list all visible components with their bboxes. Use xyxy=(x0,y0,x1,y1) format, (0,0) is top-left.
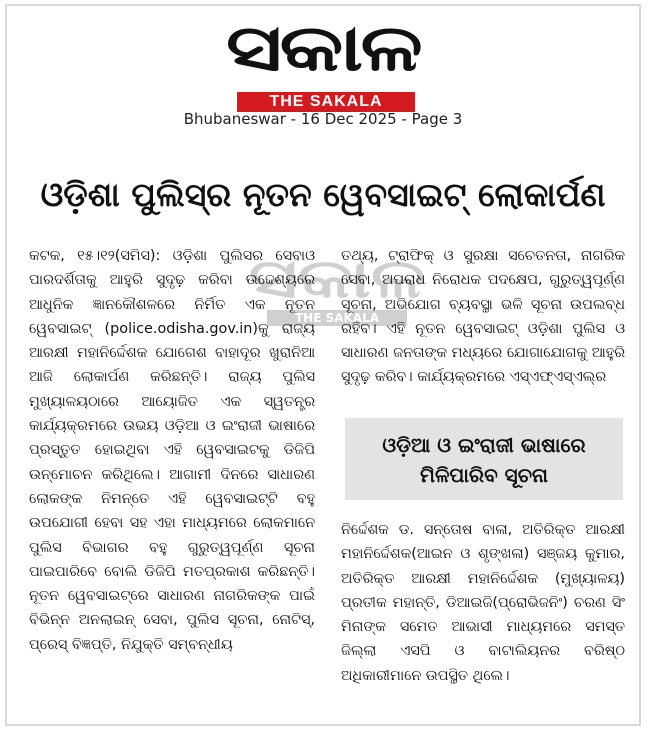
watermark-subtitle: THE SAKALA xyxy=(267,310,407,326)
article-headline: ଓଡ଼ିଶା ପୁଲିସ୍‌ର ନୂତନ ୱେବସାଇଟ୍ ଲୋକାର୍ପଣ xyxy=(40,175,606,214)
article-subheading xyxy=(345,418,623,500)
subheading-line-2: ମିଳିପାରିବ ସୂଚନା xyxy=(419,463,549,487)
article-body-right-column-bottom: ନିର୍ଦ୍ଦେଶକ ଡ. ସନ୍ତୋଷ ବାଳା, ଅତିରିକ୍ତ ଆରକ୍ଷୀ ମହାନିର୍ଦ୍ଦେଶକ(ଆଇନ ଓ ଶୃଙ୍ଖଳା) ସଞ୍ଜୟ କୁମାର, ଅତିରିକ୍ତ ଆରକ୍ଷୀ ମହାନିର୍ଦ୍ଦେଶକ (ମୁଖ୍ୟାଳୟ) ପ୍ରତୀକ ମହାନ୍ତି, ଡିଆଇଜି(ପ୍ରୋଭିଜନିଂ) ଚରଣ ସିଂ ମିନାଙ୍କ ସମେତ ଆଭାସୀ ମାଧ୍ୟମରେ ସମସ୍ତ ଜିଲ୍ଲା ଏସପି ଓ ବାଟାଲିୟନର ବରିଷ୍ଠ ଅଧିକାରୀମାନେ ଉପସ୍ଥିତ ଥିଲେ। xyxy=(341,522,625,684)
watermark-word: ସକାଳ xyxy=(248,247,426,310)
article-body-right-column-top: ତଥ୍ୟ, ଟ୍ରାଫିକ୍ ଓ ସୁରକ୍ଷା ସଚେତନତା, ନାଗରିକ ସେବା, ଅପରାଧ ନିରୋଧକ ପଦକ୍ଷେପ, ଗୁରୁତ୍ୱପୂର୍ଣ୍ଣ ସୂଚନା, ଅଭିଯୋଗ ବ୍ୟବସ୍ଥା ଭଳି ସୂଚନା ଉପଲବ୍ଧ ରହିବ। ଏହି ନୂତନ ୱେବସାଇଟ୍ ଓଡ଼ିଶା ପୁଲିସ ଓ ସାଧାରଣ ଜନତାଙ୍କ ମଧ୍ୟରେ ଯୋଗାଯୋଗକୁ ଆହୁରି ସୁଦୃଢ଼ କରିବ। କାର୍ଯ୍ୟକ୍ରମରେ ଏସ୍‌ଏଫ୍‌ଏସ୍‌ଏଲ୍‌ର xyxy=(341,248,625,386)
newspaper-clipping xyxy=(5,4,641,726)
logo-subtitle: THE SAKALA xyxy=(237,92,415,112)
subheading-line-1: ଓଡ଼ିଆ ଓ ଇଂରାଜୀ ଭାଷାରେ xyxy=(382,433,586,457)
masthead xyxy=(7,6,639,128)
sakala-logo xyxy=(173,10,473,110)
article-body-left-column: କଟକ, ୧୫।୧୨(ସମିସ): ଓଡ଼ିଶା ପୁଲିସର ସେବାଓ ପାରଦର୍ଶିତାକୁ ଆହୁରି ସୁଦୃଢ଼ କରିବା ଉଦ୍ଦେଶ୍ୟରେ ଆଧୁନିକ ଜ୍ଞାନକୌଶଳରେ ନିର୍ମିତ ଏକ ନୂତନ ୱେବସାଇଟ୍ (police.odisha.gov.in)କୁ ରାଜ୍ୟ ଆରକ୍ଷୀ ମହାନିର୍ଦ୍ଦେଶକ ଯୋଗେଶ ବାହାଦୂର ଖୁରାନିଆ ଆଜି ଲୋକାର୍ପଣ କରିଛନ୍ତି। ରାଜ୍ୟ ପୁଲିସ ମୁଖ୍ୟାଳୟଠାରେ ଆୟୋଜିତ ଏକ ସ୍ୱତନ୍ତ୍ର କାର୍ଯ୍ୟକ୍ରମରେ ଉଭୟ ଓଡ଼ିଆ ଓ ଇଂରାଜୀ ଭାଷାରେ ପ୍ରସ୍ତୁତ ହୋଇଥିବା ଏହି ୱେବସାଇଟକୁ ଡିଜିପି ଉନ୍ମୋଚନ କରିଥିଲେ। ଆଗାମୀ ଦିନରେ ସାଧାରଣ ଲୋକଙ୍କ ନିମନ୍ତେ ଏହି ୱେବସାଇଟ୍‌ଟି ବହୁ ଉପଯୋଗୀ ହେବା ସହ ଏହା ମାଧ୍ୟମରେ ଲୋକମାନେ ପୁଲିସ ବିଭାଗର ବହୁ ଗୁରୁତ୍ୱପୂର୍ଣ୍ଣ ସୂଚନା ପାଇପାରିବେ ବୋଲି ଡିଜିପି ମତପ୍ରକାଶ କରିଛନ୍ତି। ନୂତନ ୱେବସାଇଟ୍‌ରେ ସାଧାରଣ ନାଗରିକଙ୍କ ପାଇଁ ବିଭିନ୍ନ ଅନଲାଇନ୍ ସେବା, ପୁଲିସ ସୂଚନା, ନୋଟିସ୍, ପ୍ରେସ୍ ବିଜ୍ଞପ୍ତି, ନିଯୁକ୍ତି ସମ୍ବନ୍ଧୀୟ xyxy=(29,248,315,653)
dateline: Bhubaneswar - 16 Dec 2025 - Page 3 xyxy=(183,110,463,128)
logo-word: ସକାଳ xyxy=(225,12,421,86)
